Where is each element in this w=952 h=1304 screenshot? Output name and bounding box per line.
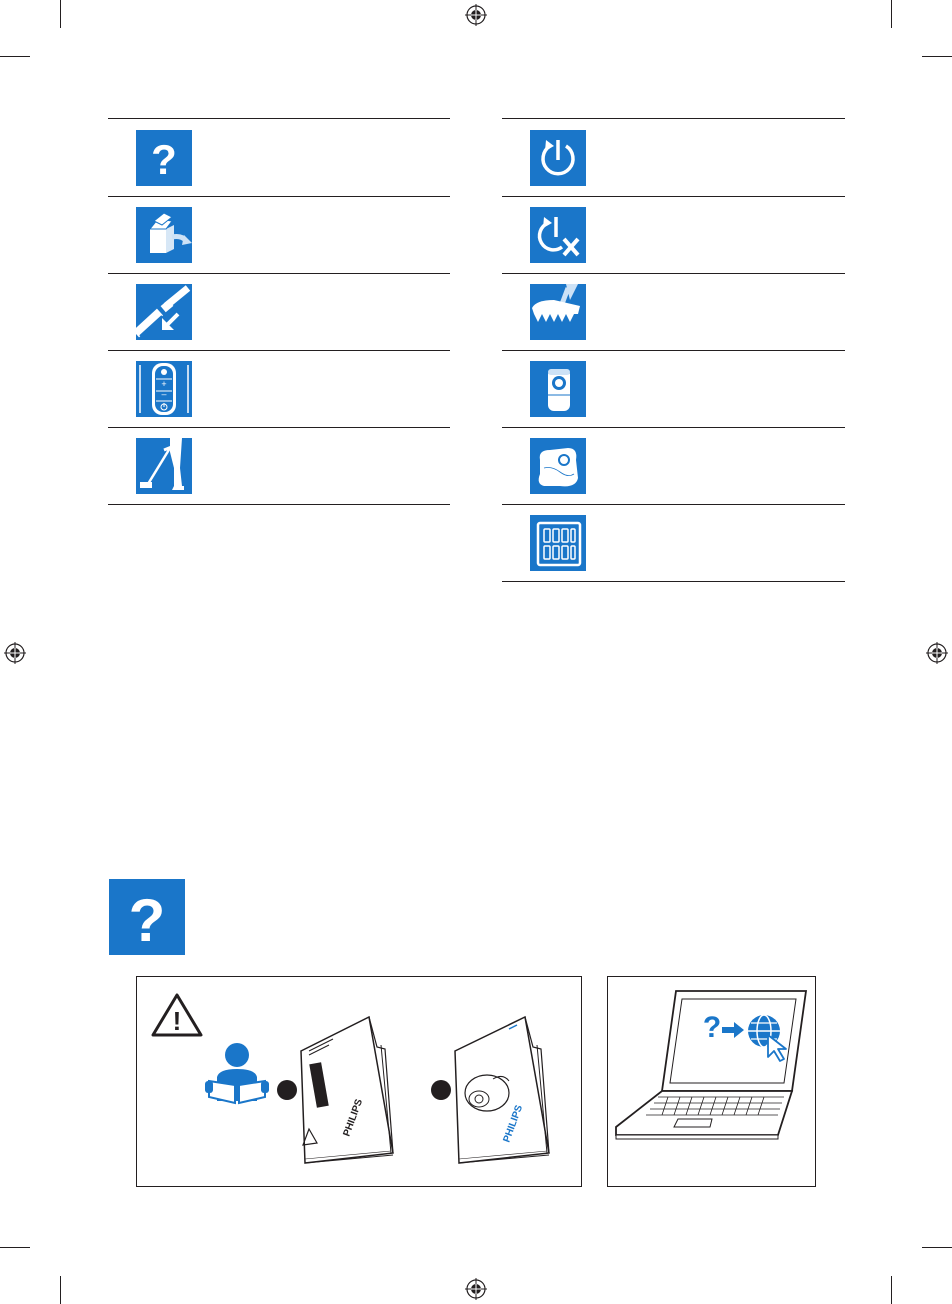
crop-mark bbox=[922, 1247, 952, 1248]
plus-label: + bbox=[161, 379, 167, 389]
minus-label: – bbox=[161, 389, 167, 399]
crop-mark bbox=[60, 0, 61, 28]
question-glyph: ? bbox=[151, 136, 177, 183]
safety-leaflet-icon bbox=[301, 1017, 393, 1163]
control-panel-icon bbox=[136, 361, 192, 417]
table-rule bbox=[108, 427, 450, 428]
table-rule bbox=[108, 118, 450, 119]
table-rule bbox=[108, 504, 450, 505]
question-glyph: ? bbox=[702, 1011, 722, 1044]
warning-icon bbox=[153, 995, 201, 1036]
bullet-dot bbox=[431, 1080, 451, 1100]
table-rule bbox=[502, 118, 845, 119]
question-glyph: ? bbox=[128, 887, 166, 954]
table-rule bbox=[502, 581, 845, 582]
power-on-icon bbox=[530, 130, 586, 186]
registration-mark-icon bbox=[4, 642, 26, 664]
registration-mark-icon bbox=[465, 4, 487, 26]
dust-bag-icon bbox=[530, 438, 586, 494]
table-rule bbox=[108, 273, 450, 274]
user-manual-icon bbox=[455, 1017, 549, 1163]
crop-mark bbox=[0, 56, 30, 57]
registration-mark-icon bbox=[926, 642, 948, 664]
reading-person-icon bbox=[205, 1043, 269, 1103]
read-manual-panel bbox=[136, 976, 582, 1187]
online-support-panel bbox=[607, 976, 816, 1187]
table-rule bbox=[108, 196, 450, 197]
crop-mark bbox=[0, 1247, 30, 1248]
question-icon bbox=[136, 130, 192, 186]
crop-mark bbox=[60, 1276, 61, 1304]
connect-tube-icon bbox=[136, 284, 192, 340]
brand-label: PHILIPS bbox=[501, 1103, 526, 1145]
floor-nozzle-icon bbox=[530, 284, 586, 340]
crop-mark bbox=[922, 56, 952, 57]
crop-mark bbox=[891, 1276, 892, 1304]
warning-glyph: ! bbox=[172, 1006, 182, 1036]
table-rule bbox=[502, 427, 845, 428]
table-rule bbox=[108, 350, 450, 351]
power-off-icon bbox=[530, 207, 586, 263]
bullet-dot bbox=[277, 1080, 297, 1100]
crop-mark bbox=[891, 0, 892, 28]
table-rule bbox=[502, 350, 845, 351]
unpack-box-icon bbox=[136, 207, 192, 263]
registration-mark-icon bbox=[465, 1278, 487, 1300]
table-rule bbox=[502, 196, 845, 197]
vacuuming-person-icon bbox=[136, 438, 192, 494]
filter-icon bbox=[530, 515, 586, 571]
brand-label: PHILIPS bbox=[341, 1097, 366, 1139]
dust-container-icon bbox=[530, 361, 586, 417]
help-question-icon bbox=[109, 879, 185, 955]
table-rule bbox=[502, 273, 845, 274]
table-rule bbox=[502, 504, 845, 505]
